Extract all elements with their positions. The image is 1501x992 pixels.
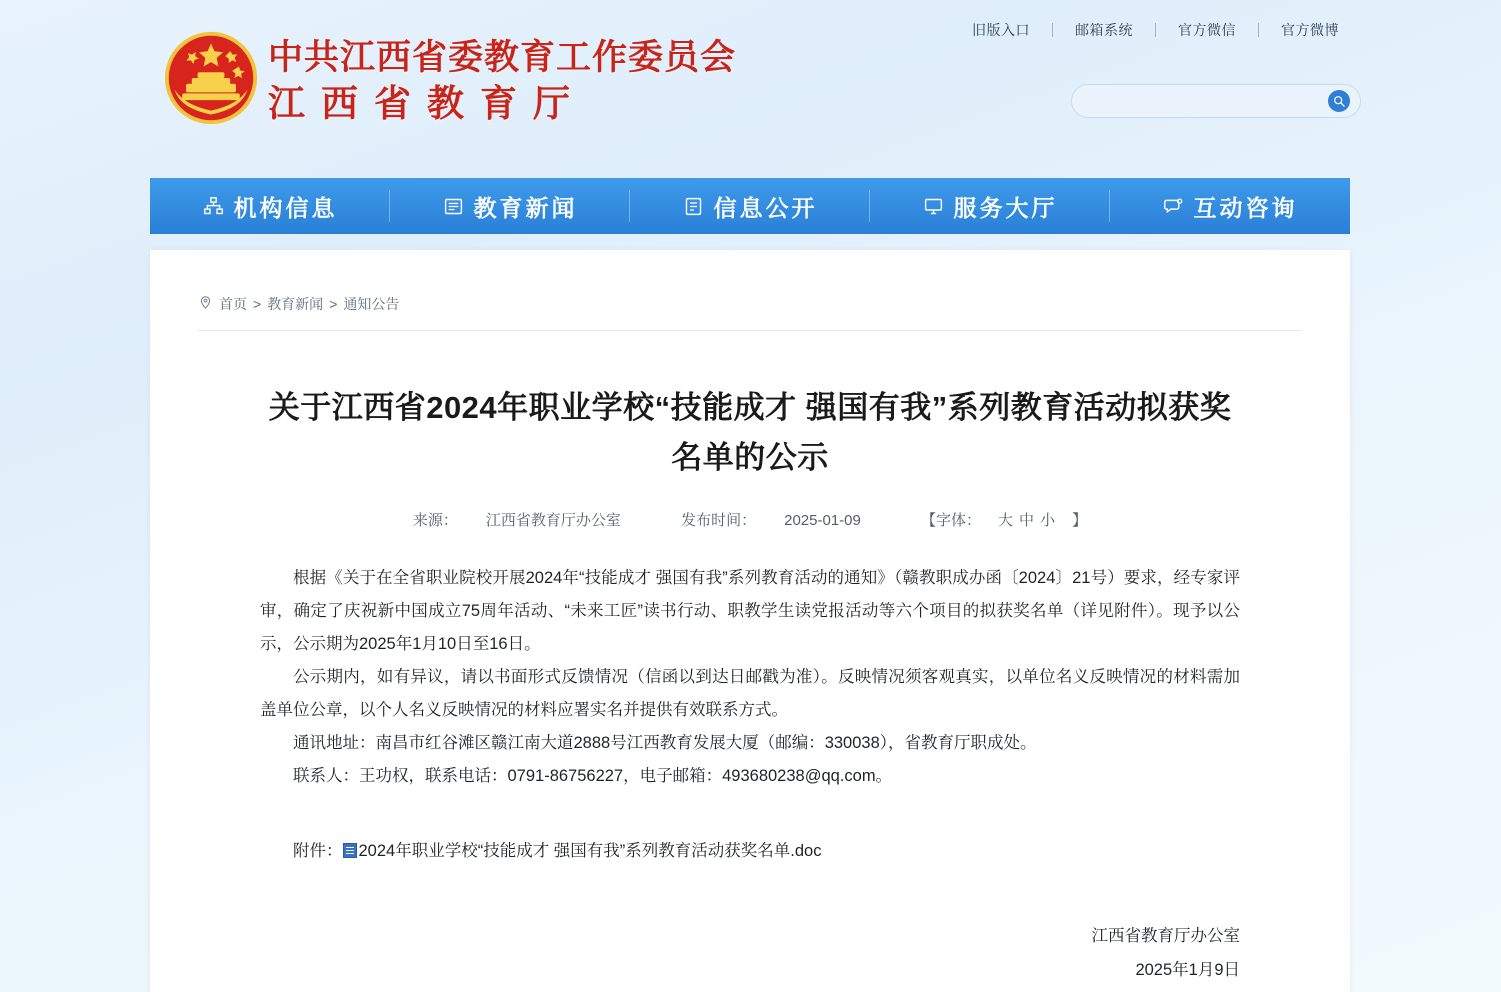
- nav-item-education-news[interactable]: [390, 178, 630, 234]
- fontsize-large-button[interactable]: 大: [998, 512, 1014, 529]
- top-link-old-version[interactable]: 旧版入口: [972, 22, 1030, 38]
- signature-org: 江西省教育厅办公室: [1091, 927, 1240, 945]
- fontsize-small-button[interactable]: 小: [1040, 512, 1056, 529]
- top-link-wechat[interactable]: 官方微信: [1178, 22, 1236, 38]
- search-box[interactable]: [1071, 84, 1361, 118]
- article-publish: [667, 512, 875, 529]
- content-card: [150, 250, 1350, 992]
- signature-date: 2025年1月9日: [1135, 961, 1240, 979]
- site-title-block: [268, 36, 736, 128]
- fontsize-medium-button[interactable]: 中: [1019, 512, 1035, 529]
- breadcrumb-item-home[interactable]: 首页: [219, 296, 247, 312]
- top-link-weibo[interactable]: 官方微博: [1281, 22, 1339, 38]
- nav-item-service-hall[interactable]: [870, 178, 1110, 234]
- source-label: 来源：: [412, 512, 458, 529]
- fontsize-label: 【字体：: [921, 512, 982, 529]
- nav-label: 信息公开: [713, 194, 818, 221]
- nav-item-org-info[interactable]: [150, 178, 390, 234]
- breadcrumb-item-news[interactable]: 教育新闻: [267, 296, 324, 312]
- nav-item-interactive-consult[interactable]: [1110, 178, 1350, 234]
- location-icon: [198, 295, 213, 313]
- article-paragraph: 联系人：王功权，联系电话：0791-86756227，电子邮箱：493680238@qq.com。: [293, 767, 893, 785]
- publish-label: 发布时间：: [681, 512, 757, 529]
- breadcrumb-separator: >: [329, 296, 338, 312]
- news-icon: [443, 196, 464, 217]
- breadcrumb-item-notice[interactable]: 通知公告: [343, 296, 400, 312]
- fontsize-control: [907, 512, 1101, 529]
- doc-icon: [683, 196, 704, 217]
- search-icon[interactable]: [1328, 90, 1350, 112]
- article-paragraph: 公示期内，如有异议，请以书面形式反馈情况（信函以到达日邮戳为准）。反映情况须客观真实，以单位名义反映情况的材料需加盖单位公章，以个人名义反映情况的材料应署实名并提供有效联系方式。: [260, 668, 1240, 719]
- attachment-link[interactable]: 2024年职业学校“技能成才 强国有我”系列教育活动获奖名单.doc: [358, 842, 822, 860]
- top-link-mail[interactable]: 邮箱系统: [1075, 22, 1133, 38]
- main-navigation: [150, 178, 1350, 234]
- breadcrumb: [198, 294, 1302, 331]
- site-header: [0, 0, 1501, 160]
- org-icon: [203, 196, 224, 217]
- search-input[interactable]: [1088, 93, 1328, 110]
- national-emblem-icon: [163, 30, 259, 126]
- monitor-icon: [923, 196, 944, 217]
- article-paragraph: 通讯地址：南昌市红谷滩区赣江南大道2888号江西教育发展大厦（邮编：330038），省教育厅职成处。: [293, 734, 1037, 752]
- page-title: 关于江西省2024年职业学校“技能成才 强国有我”系列教育活动拟获奖名单的公示: [268, 390, 1232, 475]
- nav-label: 服务大厅: [953, 194, 1058, 221]
- article-paragraph: 根据《关于在全省职业院校开展2024年“技能成才 强国有我”系列教育活动的通知》（赣教职成办函〔2024〕21号）要求，经专家评审，确定了庆祝新中国成立75周年活动、“未来工匠”读书行动、职教学生读党报活动等六个项目的拟获奖名单（详见附件）。现予以公示，公示期为2025年1月10日至16日。: [260, 569, 1240, 653]
- chat-icon: [1163, 196, 1184, 217]
- article-body: [260, 562, 1240, 793]
- article-meta: [150, 509, 1350, 530]
- nav-label: 机构信息: [233, 194, 338, 221]
- breadcrumb-separator: >: [253, 296, 262, 312]
- site-title-department: 江西省教育厅: [268, 83, 586, 124]
- attachment-row: [260, 837, 1240, 861]
- article-signature: [260, 919, 1240, 987]
- attachment-label: 附件：: [293, 842, 343, 860]
- publish-value: 2025-01-09: [784, 512, 861, 529]
- nav-item-info-disclosure[interactable]: [630, 178, 870, 234]
- nav-label: 互动咨询: [1193, 194, 1298, 221]
- article-source: [399, 512, 635, 529]
- source-value: 江西省教育厅办公室: [485, 512, 621, 529]
- site-title-committee: 中共江西省委教育工作委员会: [268, 38, 737, 77]
- nav-label: 教育新闻: [473, 194, 578, 221]
- fontsize-tail: 】: [1072, 512, 1088, 529]
- word-document-icon: [343, 843, 357, 858]
